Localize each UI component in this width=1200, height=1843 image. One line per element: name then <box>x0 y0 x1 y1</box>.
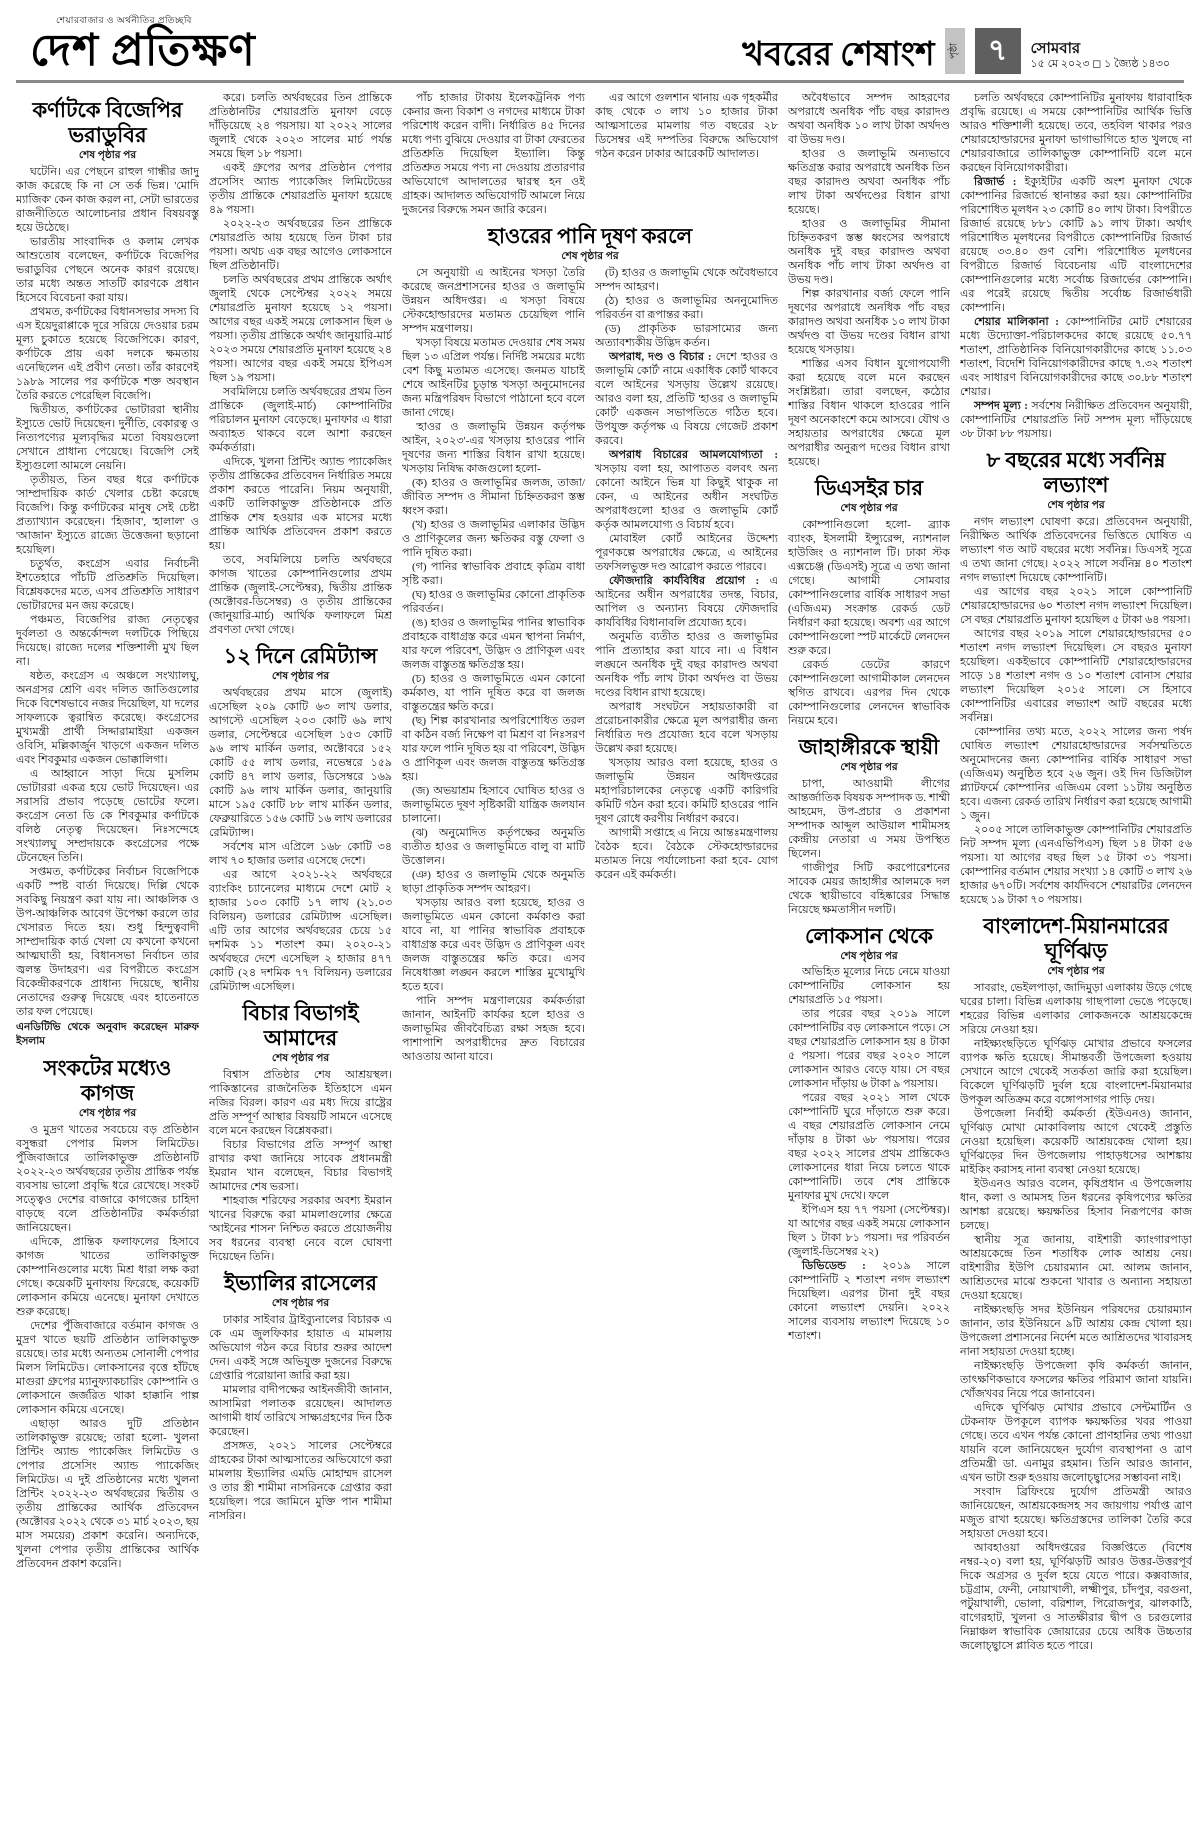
article-paragraph: চলতি অর্থবছরে কোম্পানিটির মুনাফায় ধারাবাহিক প্রবৃদ্ধি রয়েছে। এ সময়ে কোম্পানিটির আর্থিক ভিত্তি আরও শক্তিশালী হয়েছে। তবে, তহবিল থাকার পরও শেয়ারহোল্ডারদের মুনাফা ভাগাভাগিতে হাত খুলছে না শেয়ারবাজারে তালিকাভুক্ত কোম্পানিটি বলে মনে করছেন বিনিয়োগকারীরা। <box>960 92 1192 174</box>
continued-from-last-page-label: শেষ পৃষ্ঠার পর <box>1047 500 1105 512</box>
article-paragraph: রিজার্ভ : ইক্যুইটির একটি অংশ মুনাফা থেকে কোম্পানির রিজার্ভে স্থানান্তর করা হয়। কোম্পানিটির পরিশোধিত মূলধন ২৩ কোটি ৪০ লাখ টাকা। বিপরীতে রিজার্ভ রয়েছে ৮৮১ কোটি ৯১ লাখ টাকা। অর্থাৎ পরিশোধিত মূলধনের বিপরীতে কোম্পানিটির রিজার্ভ রয়েছে ৩৩.৪০ গুণ বেশি। পরিশোধিত মূলধনের বিপরীতে রিজার্ভ বিবেচনায় এটি বাংলাদেশের কোম্পানিগুলোর মধ্যে সর্বোচ্চ রিজার্ভের কোম্পানি। এর পরেই রয়েছে দ্বিতীয় সর্বোচ্চ রিজার্ভধারী কোম্পানি। <box>960 176 1192 314</box>
page-number: ৭ <box>975 28 1021 74</box>
continued-from-last-page-label: শেষ পৃষ্ঠার পর <box>840 950 898 962</box>
day-label: সোমবার <box>1030 40 1081 57</box>
article-paragraph: পরের বছর ২০২১ সাল থেকে কোম্পানিটি ঘুরে দাঁড়াতে শুরু করে। এ বছর শেয়ারপ্রতি লোকসান নেমে দাঁড়ায় ৪ টাকা ৬৮ পয়সায়। পরের বছর ২০২২ সালের প্রথম প্রান্তিকেও লোকসানের ধারা নিয়ে চলতে থাকে কোম্পানিটি। তবে শেষ প্রান্তিকে মুনাফার মুখ দেখে। ফলে <box>788 1092 950 1203</box>
article-paragraph: করে। চলতি অর্থবছরের তিন প্রান্তিকে প্রতিষ্ঠানটির শেয়ারপ্রতি মুনাফা বেড়ে দাঁড়িয়েছে ২৪ পয়সায়। যা ২০২২ সালের জুলাই থেকে ২০২৩ সালের মার্চ পর্যন্ত সময়ে ছিল ১৮ পয়সা। <box>209 92 392 160</box>
bold-lead-in: শেয়ার মালিকানা : <box>974 316 1059 328</box>
article-paragraph: বিশ্বাস প্রতিষ্ঠার শেষ আশ্রয়স্থল। পাকিস্তানের রাজনৈতিক ইতিহাসে এমন নজির বিরল। কারণ এর মধ্য দিয়ে রাষ্ট্রের প্রতি সম্পূর্ণ আস্থার বিষয়টি সামনে এসেছে বলে মনে করছেন বিশ্লেষকরা। <box>209 1068 392 1137</box>
wide-body-right <box>595 266 778 1819</box>
article-paragraph: দ্বিতীয়ত, কর্ণাটকের ভোটাররা স্থানীয় ইস্যুতে ভোট দিয়েছেন। দুর্নীতি, বেকারত্ব ও নিত্যপণ্যের মূল্যবৃদ্ধির মতো বিষয়গুলো সেখানে প্রাধান্য পেয়েছে। বিজেপি সেই ইস্যুগুলো আমলে নেয়নি। <box>16 404 199 473</box>
article-paragraph: তার পরের বছর ২০১৯ সালে কোম্পানিটির বড় লোকসানে পড়ে। সে বছর শেয়ারপ্রতি লোকসান হয় ৪ টাকা ৫ পয়সা। পরের বছর ২০২০ সালে লোকসান আরও বেড়ে যায়। সে বছর লোকসান দাঁড়ায় ৬ টাকা ৯ পয়সায়। <box>788 1008 950 1091</box>
article-paragraph: (ক) হাওর ও জলাভূমির জলজ, তাজা/জীবিত সম্পদ ও সীমানা চিহ্নিতকরণ স্তম্ভ ধ্বংস করা। <box>402 476 585 517</box>
page-header <box>0 0 1200 78</box>
article-paragraph: শাহবাজ শরিফের সরকার অবশ্য ইমরান খানের বিরুদ্ধে করা মামলাগুলোর ক্ষেত্রে 'আইনের শাসন' নিশ্চিত করতে প্রয়োজনীয় সব ধরনের ব্যবস্থা নেবে বলে ঘোষণা দিয়েছেন তিনি। <box>209 1194 392 1263</box>
article-paragraph: ফৌজদারি কার্যবিধির প্রয়োগ : এ আইনের অধীন অপরাধের তদন্ত, বিচার, আপিল ও অন্যান্য বিষয়ে ফৌজদারি কার্যবিধির বিধানাবলি প্রযোজ্য হবে। <box>595 574 778 629</box>
article-paragraph: (চ) হাওর ও জলাভূমিতে এমন কোনো কর্মকাণ্ড, যা পানি দূষিত করে বা জলজ বাস্তুতন্ত্রের ক্ষতি করে। <box>402 672 585 713</box>
article-paragraph: এর আগে গুলশান থানায় এক গৃহকর্মীর কাছ থেকে ৩ লাখ ১০ হাজার টাকা আত্মসাতের মামলায় গত বছরের ২৮ ডিসেম্বর এই দম্পতির বিরুদ্ধে অভিযোগ গঠন করেন ঢাকার আরেকটি আদালত। <box>595 92 778 160</box>
article-paragraph: কোম্পানির তথ্য মতে, ২০২২ সালের জন্য পর্ষদ ঘোষিত লভ্যাংশ শেয়ারহোল্ডারদের সর্বসম্মতিতে অনুমোদনের জন্য কোম্পানির বার্ষিক সাধারণ সভা (এজিএম) অনুষ্ঠিত হবে ২৬ জুন। ওই দিন ডিজিটাল প্ল্যাটফর্মে কোম্পানির এজিএম বেলা ১১টায় অনুষ্ঠিত হবে। এজন্য রেকর্ড তারিখ নির্ধারণ করা হয়েছে আগামী ১ জুন। <box>960 726 1192 823</box>
article-paragraph: শাস্তির এসব বিধান যুগোপযোগী করা হয়েছে বলে মনে করছেন সংশ্লিষ্টরা। তারা বলছেন, কঠোর শাস্তির বিধান থাকলে হাওরের পানি দূষণ অনেকাংশে কমে আসবে। যৌথ ও সহায়তার অপরাধের ক্ষেত্রে মূল অপরাধীর অনুরূপ দণ্ডের বিধান রাখা হয়েছে। <box>788 358 950 468</box>
article-paragraph: ইউএনও আরও বলেন, কৃষিপ্রধান এ উপজেলায় ধান, কলা ও আমসহ তিন ধরনের কৃষিপণ্যের ক্ষতির আশঙ্কা রয়েছে। ক্ষয়ক্ষতির হিসাব নিরূপণের কাজ চলছে। <box>960 1178 1192 1233</box>
article-paragraph: নাইক্ষ্যংছড়িতে ঘূর্ণিঝড় মোখার প্রভাবে ফসলের ব্যাপক ক্ষতি হয়েছে। সীমান্তবর্তী উপজেলা হওয়ায় সেখানে আগে থেকেই সতর্কতা জারি করা হয়েছিল। বিকেলে ঘূর্ণিঝড়টি দুর্বল হয়ে বাংলাদেশ-মিয়ানমার উপকূল অতিক্রম করে বঙ্গোপসাগর পাড়ি দেয়। <box>960 1038 1192 1107</box>
article-headline: বিচার বিভাগই আমাদের <box>242 1000 359 1051</box>
article-headline: সংকটের মধ্যেও কাগজ <box>43 1056 172 1106</box>
masthead-title: দেশ প্রতিক্ষণ <box>30 25 256 75</box>
article-paragraph: চাপা, আওয়ামী লীগের আন্তর্জাতিক বিষয়ক সম্পাদক ড. শাম্মী আহমেদ, উপ-প্রচার ও প্রকাশনা সম্পাদক আব্দুল আউয়াল শামীমসহ কেন্দ্রীয় নেতারা এ সময় উপস্থিত ছিলেন। <box>788 777 950 860</box>
article-paragraph: মোবাইল কোর্ট আইনের উদ্দেশ্য পূরণকল্পে অপরাধের ক্ষেত্রে, এ আইনের তফসিলভুক্ত দণ্ড আরোপ করতে পারবে। <box>595 532 778 573</box>
article-paragraph: খসড়ায় আরও বলা হয়েছে, হাওর ও জলাভূমি উন্নয়ন অধিদপ্তরের মহাপরিচালকের নেতৃত্বে একটি কারিগরি কমিটি গঠন করা হবে। কমিটি হাওরের পানি দূষণ রোধে করণীয় নির্ধারণ করবে। <box>595 756 778 825</box>
article-paragraph: নাইক্ষ্যংছড়ি সদর ইউনিয়ন পরিষদের চেয়ারম্যান জানান, তার ইউনিয়নে ৯টি আশ্রয় কেন্দ্র খোলা হয়। উপজেলা প্রশাসনের নির্দেশ মতে আশ্রিতদের খাবারসহ নানা সহায়তা দেওয়া হচ্ছে। <box>960 1304 1192 1359</box>
wide-top-left <box>402 91 585 217</box>
article-paragraph: গাজীপুর সিটি করপোরেশনের সাবেক মেয়র জাহাঙ্গীর আলমকে দল থেকে স্থায়ীভাবে বহিষ্কারের সিদ্ধান্ত নিয়েছে ক্ষমতাসীন দলটি। <box>788 861 950 916</box>
article-paragraph: পানি সম্পদ মন্ত্রণালয়ের কর্মকর্তারা জানান, আইনটি কার্যকর হলে হাওর ও জলাভূমির জীববৈচিত্র্য রক্ষা সহজ হবে। পাশাপাশি অপরাধীদের দ্রুত বিচারের আওতায় আনা যাবে। <box>402 994 585 1063</box>
article-paragraph: হাওর ও জলাভূমি অন্যভাবে ক্ষতিগ্রস্ত করার অপরাধে অনধিক তিন বছর কারাদণ্ড অথবা অনধিক পাঁচ লাখ টাকা অর্থদণ্ডের বিধান রাখা হয়েছে। <box>788 148 950 216</box>
article-paragraph: উপজেলা নির্বাহী কর্মকর্তা (ইউএনও) জানান, ঘূর্ণিঝড় মোখা মোকাবিলায় আগে থেকেই প্রস্তুতি নেওয়া হয়েছিল। কয়েকটি আশ্রয়কেন্দ্র খোলা হয়। ঘূর্ণিঝড়ের দিন উপজেলায় পাহাড়ধসের আশঙ্কায় মাইকিং করাসহ নানা ব্যবস্থা নেওয়া হয়েছে। <box>960 1108 1192 1177</box>
article-headline: ৮ বছরের মধ্যে সর্বনিম্ন লভ্যাংশ <box>986 448 1166 498</box>
article-paragraph: (জ) অভয়াশ্রম হিসাবে ঘোষিত হাওর ও জলাভূমিতে দূষণ সৃষ্টিকারী যান্ত্রিক জলযান চালানো। <box>402 784 585 825</box>
bold-lead-in: সম্পদ মূল্য : <box>974 400 1028 412</box>
article-paragraph: নগদ লভ্যাংশ ঘোষণা করে। প্রতিবেদন অনুযায়ী, নিরীক্ষিত আর্থিক প্রতিবেদনের ভিত্তিতে ঘোষিত এ লভ্যাংশ গত আট বছরের মধ্যে সর্বনিম্ন। ডিএসই সূত্রে এ তথ্য জানা গেছে। ২০২২ সালে সর্বনিম্ন ৪০ শতাংশ নগদ লভ্যাংশ দিয়েছে কোম্পানিটি। <box>960 516 1192 585</box>
continued-from-last-page-label: শেষ পৃষ্ঠার পর <box>78 150 137 162</box>
article-paragraph: এছাড়া আরও দুটি প্রতিষ্ঠান তালিকাভুক্ত রয়েছে; তারা হলো- খুলনা প্রিন্টিং অ্যান্ড প্যাকেজিং লিমিটেড ও পেপার প্রসেসিং অ্যান্ড প্যাকেজিং লিমিটেড। এ দুই প্রতিষ্ঠানের মধ্যে খুলনা প্রিন্টিং ২০২২-২৩ অর্থবছরের দ্বিতীয় ও তৃতীয় প্রান্তিকের আর্থিক প্রতিবেদন (অক্টোবর ২০২২ থেকে ৩১ মার্চ ২০২৩, ছয় মাস সময়ের) প্রকাশ করেনি। অন্যদিকে, খুলনা পেপার তৃতীয় প্রান্তিকের আর্থিক প্রতিবেদন প্রকাশ করেনি। <box>16 1418 199 1571</box>
wide-body-left <box>402 266 585 1819</box>
article-headline: কর্ণাটকে বিজেপির ভরাডুবির <box>32 98 183 148</box>
article-paragraph: শিল্প কারখানার বর্জ্য ফেলে পানি দূষণের অপরাধে অনধিক পাঁচ বছর কারাদণ্ড অথবা অনধিক ১০ লাখ টাকা অর্থদণ্ড বা উভয় দণ্ডের বিধান রাখা হয়েছে খসড়ায়। <box>788 288 950 356</box>
article-paragraph: প্রসঙ্গত, ২০২১ সালের সেপ্টেম্বরে গ্রাহকের টাকা আত্মসাতের অভিযোগে করা মামলায় ইভ্যালির এমডি মোহাম্মদ রাসেল ও তার স্ত্রী শামীমা নাসরিনকে গ্রেপ্তার করা হয়েছিল। পরে জামিনে মুক্তি পান শামীমা নাসরিন। <box>209 1439 392 1522</box>
article-paragraph: (ঠ) হাওর ও জলাভূমির অননুমোদিত পরিবর্তন বা রূপান্তর করা। <box>595 294 778 321</box>
article-paragraph: অনুমতি ব্যতীত হাওর ও জলাভূমির পানি প্রত্যাহার করা যাবে না। এ বিধান লঙ্ঘনে অনধিক দুই বছর কারাদণ্ড অথবা অনধিক পাঁচ লাখ টাকা অর্থদণ্ড বা উভয় দণ্ডের বিধান রাখা হয়েছে। <box>595 630 778 699</box>
article-paragraph: হাওর ও জলাভূমির সীমানা চিহ্নিতকরণ স্তম্ভ ধ্বংসের অপরাধে অনধিক দুই বছর কারাদণ্ড অথবা অনধিক পাঁচ লাখ টাকা অর্থদণ্ড বা উভয় দণ্ড। <box>788 218 950 286</box>
article-paragraph: পঞ্চমত, বিজেপির রাজ্য নেতৃত্বের দুর্বলতা ও অন্তর্কোন্দল দলটিকে পিছিয়ে দিয়েছে। রাজ্যে দলের শক্তিশালী মুখ ছিল না। <box>16 614 199 669</box>
article-paragraph: ২০২২-২৩ অর্থবছরের তিন প্রান্তিকে শেয়ারপ্রতি আয় হয়েছে তিন টাকা চার পয়সা। অথচ এক বছর আগেও লোকসানে ছিল প্রতিষ্ঠানটি। <box>209 218 392 272</box>
article-paragraph: কোম্পানিগুলো হলো- ব্র্যাক ব্যাংক, ইসলামী ইন্স্যুরেন্স, ন্যাশনাল হাউজিং ও ন্যাশনাল টি। ঢাকা স্টক এক্সচেঞ্জ (ডিএসই) সূত্রে এ তথ্য জানা গেছে। আগামী সোমবার কোম্পানিগুলোর বার্ষিক সাধারণ সভা (এজিএম) সংক্রান্ত রেকর্ড ডেট নির্ধারণ করা হয়েছে। অবশ্য এর আগে কোম্পানিগুলো স্পট মার্কেটে লেনদেন শুরু করে। <box>788 518 950 657</box>
article-paragraph: সবমিলিয়ে চলতি অর্থবছরের প্রথম তিন প্রান্তিকে (জুলাই-মার্চ) কোম্পানিটির পরিচালন মুনাফা বেড়েছে। মুনাফার এ ধারা অব্যাহত থাকবে বলে আশা করছেন কর্মকর্তারা। <box>209 386 392 454</box>
article-paragraph: অপরাধ সংঘটনে সহায়তাকারী বা প্ররোচনাকারীর ক্ষেত্রে মূল অপরাধীর জন্য নির্ধারিত দণ্ড প্রযোজ্য হবে বলে খসড়ায় উল্লেখ করা হয়েছে। <box>595 700 778 755</box>
section-title: খবরের শেষাংশ <box>742 37 935 73</box>
article-paragraph: একই গ্রুপের অপর প্রতিষ্ঠান পেপার প্রসেসিং অ্যান্ড প্যাকেজিং লিমিটেডের তৃতীয় প্রান্তিকে শেয়ারপ্রতি মুনাফা হয়েছে ৪৯ পয়সা। <box>209 162 392 216</box>
article-paragraph: ঢাকার সাইবার ট্রাইব্যুনালের বিচারক এ কে এম জুলফিকার হায়াত এ মামলায় অভিযোগ গঠন করে বিচার শুরুর আদেশ দেন। একই সঙ্গে অভিযুক্ত দুজনের বিরুদ্ধে গ্রেপ্তারি পরোয়ানা জারি করা হয়। <box>209 1313 392 1382</box>
article-paragraph: চতুর্থত, কংগ্রেস এবার নির্বাচনী ইশতেহারে পাঁচটি প্রতিশ্রুতি দিয়েছিল। বিশ্লেষকদের মতে, এসব প্রতিশ্রুতি সাধারণ ভোটারদের মন জয় করেছে। <box>16 558 199 613</box>
bold-lead-in: ফৌজদারি কার্যবিধির প্রয়োগ : <box>609 574 760 587</box>
continued-from-last-page-label: শেষ পৃষ্ঠার পর <box>271 1298 330 1310</box>
continued-from-last-page-label: শেষ পৃষ্ঠার পর <box>78 1108 137 1120</box>
article-paragraph: ইপিএস হয় ৭৭ পয়সা (সেপ্টেম্বর)। যা আগের বছর একই সময়ে লোকসান ছিল ১ টাকা ৮১ পয়সা। দর পরিবর্তন (জুলাই-ডিসেম্বর ২২) <box>788 1204 950 1259</box>
article-paragraph: আগের বছর ২০১৯ সালে শেয়ারহোল্ডারদের ৫০ শতাংশ নগদ লভ্যাংশ দিয়েছিল। সে বছরও মুনাফা হয়েছিল। একইভাবে কোম্পানিটি শেয়ারহোল্ডারদের সাড়ে ১৪ শতাংশ নগদ ও ১০ শতাংশ বোনাস শেয়ার লভ্যাংশ দিয়েছিল ২০১৫ সালে। সে হিসাবে কোম্পানিটির এবারের লভ্যাংশ আট বছরের মধ্যে সর্বনিম্ন। <box>960 628 1192 725</box>
article-paragraph: তৃতীয়ত, তিন বছর ধরে কর্ণাটকে 'সাম্প্রদায়িক কার্ড' খেলার চেষ্টা করেছে বিজেপি। কিন্তু কর্ণাটকের মানুষ সেই চেষ্টা প্রত্যাখ্যান করেছেন। 'হিজাব', 'হালাল' ও 'আজান' ইস্যুতে রাজ্যে উত্তেজনা ছড়ানো হয়েছিল। <box>16 474 199 557</box>
article-paragraph: (ছ) শিল্প কারখানার অপরিশোধিত তরল বা কঠিন বর্জ্য নিক্ষেপ বা মিশ্রণ বা নিঃসরণ যার ফলে পানি দূষিত হয় বা পরিবেশ, উদ্ভিদ ও প্রাণিকূল এবং জলজ বাস্তুতন্ত্র ক্ষতিগ্রস্ত হয়। <box>402 714 585 783</box>
article-paragraph: ভারতীয় সাংবাদিক ও কলাম লেখক আশুতোষ বলেছেন, কর্ণাটকে বিজেপির ভরাডুবির পেছনে অনেক কারণ রয়েছে। তার মধ্যে অন্তত সাতটি কারণকে প্রধান হিসেবে বিবেচনা করা যায়। <box>16 236 199 305</box>
article-paragraph: ঘটেনি। এর পেছনে রাহুল গান্ধীর জাদু কাজ করেছে কি না সে তর্ক ভিন্ন। 'মোদি ম্যাজিক' কেন কাজ করল না, সেটা ভারতের রাজনীতিতে আলোচনার প্রধান বিষয়বস্তু হয়ে উঠেছে। <box>16 166 199 235</box>
article-paragraph: স্থানীয় সূত্র জানায়, বাইশারী ক্যাংগারপাড়া আশ্রয়কেন্দ্রে তিন শতাধিক লোক আশ্রয় নেয়। বাইশারীর ইউপি চেয়ারম্যান মো. আলম জানান, আশ্রিতদের মাঝে শুকনো খাবার ও অন্যান্য সহায়তা দেওয়া হয়েছে। <box>960 1234 1192 1303</box>
article-paragraph: (গ) পানির স্বাভাবিক প্রবাহে কৃত্রিম বাধা সৃষ্টি করা। <box>402 560 585 587</box>
bold-lead-in: অপরাধ, দণ্ড ও বিচার : <box>609 350 712 363</box>
article-paragraph: ষষ্ঠত, কংগ্রেস এ অঞ্চলে সংখ্যালঘু, অনগ্রসর শ্রেণি এবং দলিত জাতিগুলোর দিকে বিশেষভাবে নজর দিয়েছিল, যা দলের সাফল্যকে ত্বরান্বিত করেছে। কংগ্রেসের মুখ্যমন্ত্রী প্রার্থী সিদ্দারামাইয়া একজন ওবিসি, মল্লিকার্জুন খাড়গে একজন দলিত এবং শিবকুমার একজন ভোক্কালিগা। <box>16 670 199 767</box>
header-right <box>742 28 1170 74</box>
article-paragraph: এর আগে ২০২১-২২ অর্থবছরে ব্যাংকিং চ্যানেলের মাধ্যমে দেশে মোট ২ হাজার ১০৩ কোটি ১৭ লাখ (২১.০৩ বিলিয়ন) ডলারের রেমিট্যান্স এসেছিল। এটি তার আগের অর্থবছরের চেয়ে ১৫ দশমিক ১১ শতাংশ কম। ২০২০-২১ অর্থবছরে দেশে এসেছিল ২ হাজার ৪৭৭ কোটি (২৪ দশমিক ৭৭ বিলিয়ন) ডলারের রেমিট্যান্স এসেছিল। <box>209 868 392 993</box>
article-paragraph: (ট) হাওর ও জলাভূমি থেকে অবৈধভাবে সম্পদ আহরণ। <box>595 266 778 293</box>
article-paragraph: খসড়ায় আরও বলা হয়েছে, হাওর ও জলাভূমিতে এমন কোনো কর্মকাণ্ড করা যাবে না, যা পানির স্বাভাবিক প্রবাহকে বাধাগ্রস্ত করে এবং উদ্ভিদ ও প্রাণিকূল এবং জলজ বাস্তুতন্ত্রের ক্ষতি করে। এসব নিষেধাজ্ঞা লঙ্ঘন করলে শাস্তির মুখোমুখি হতে হবে। <box>402 896 585 993</box>
article-headline: ইভ্যালির রাসেলের <box>224 1270 377 1295</box>
article-paragraph: প্রথমত, কর্ণাটকের বিধানসভার সদস্য বি এস ইয়েদুরাপ্পাকে দূরে সরিয়ে দেওয়ার চরম মূল্য চুকাতে হয়েছে বিজেপিকে। কারণ, কর্ণাটকে প্রায় একা দলকে ক্ষমতায় এনেছিলেন এই প্রবীণ নেতা। তাঁর কারণেই ১৯৮৯ সালের পর কর্ণাটকে শক্ত অবস্থান তৈরি করতে পেরেছিল বিজেপি। <box>16 306 199 403</box>
article-credit: এনডিটিভি থেকে অনুবাদ করেছেন মারুফ ইসলাম <box>16 1022 199 1048</box>
page-label-box: পৃষ্ঠা <box>945 28 965 74</box>
masthead-tagline: শেয়ারবাজার ও অর্থনীতির প্রতিচ্ছবি <box>56 14 192 25</box>
article-paragraph: খসড়া বিষয়ে মতামত দেওয়ার শেষ সময় ছিল ১৩ এপ্রিল পর্যন্ত। নির্দিষ্ট সময়ের মধ্যে বেশ কিছু মতামত এসেছে। জনমত যাচাই শেষে আইনটির চূড়ান্ত খসড়া অনুমোদনের জন্য মন্ত্রিপরিষদ বিভাগে পাঠানো হবে বলে জানা গেছে। <box>402 336 585 419</box>
article-paragraph: (ড) প্রাকৃতিক ভারসাম্যের জন্য অত্যাবশ্যকীয় উদ্ভিদ কর্তন। <box>595 322 778 349</box>
columns-container <box>0 83 1200 1819</box>
article-paragraph: (খ) হাওর ও জলাভূমির এলাকার উদ্ভিদ ও প্রাণিকূলের জন্য ক্ষতিকর বস্তু ফেলা ও পানি দূষিত করা। <box>402 518 585 559</box>
bold-lead-in: ডিভিডেন্ড : <box>802 1260 866 1273</box>
continued-from-last-page-label: শেষ পৃষ্ঠার পর <box>1047 966 1105 978</box>
news-column-1 <box>16 91 199 1819</box>
article-paragraph: সম্পদ মূল্য : সর্বশেষ নিরীক্ষিত প্রতিবেদন অনুযায়ী, কোম্পানিটির শেয়ারপ্রতি নিট সম্পদ মূল্য দাঁড়িয়েছে ৩৮ টাকা ৮৮ পয়সায়। <box>960 400 1192 440</box>
article-headline: লোকসান থেকে <box>805 923 933 948</box>
article-paragraph: সপ্তমত, কর্ণাটকের নির্বাচন বিজেপিকে একটি স্পষ্ট বার্তা দিয়েছে। দিল্লি থেকে সবকিছু নিয়ন্ত্রণ করা যায় না। আঞ্চলিক ও উপ-আঞ্চলিক আবেগ উপেক্ষা করলে তার খেসারত দিতে হয়। শুধু হিন্দুত্ববাদী সাম্প্রদায়িক কার্ড খেলা যে কখনো কখনো আত্মঘাতী হয়, বিধানসভা নির্বাচন তার জ্বলন্ত উদাহরণ। এর বিপরীতে কংগ্রেস বিকেন্দ্রীকরণকে প্রাধান্য দিয়েছে, স্থানীয় নেতাদের গুরুত্ব দিয়েছে এবং হাতেনাতে তার ফল পেয়েছে। <box>16 866 199 1019</box>
news-column-3 <box>402 91 778 1819</box>
article-paragraph: এদিকে ঘূর্ণিঝড় মোখার প্রভাবে সেন্টমার্টিন ও টেকনাফ উপকূলে ব্যাপক ক্ষয়ক্ষতির খবর পাওয়া গেছে। তবে এখন পর্যন্ত কোনো প্রাণহানির তথ্য পাওয়া যায়নি বলে জানিয়েছেন দুর্যোগ ব্যবস্থাপনা ও ত্রাণ প্রতিমন্ত্রী ডা. এনামুর রহমান। তিনি আরও জানান, এখন ভাটা শুরু হওয়ায় জলোচ্ছ্বাসের সম্ভাবনা নাই। <box>960 1402 1192 1485</box>
article-paragraph: মামলার বাদীপক্ষের আইনজীবী জানান, আসামিরা পলাতক রয়েছেন। আদালত আগামী ধার্য তারিখে সাক্ষ্যগ্রহণের দিন ঠিক করেছেন। <box>209 1383 392 1438</box>
article-paragraph: এদিকে, খুলনা প্রিন্টিং অ্যান্ড প্যাকেজিং তৃতীয় প্রান্তিকের প্রতিবেদন নির্ধারিত সময়ে প্রকাশ করতে পারেনি। নিয়ম অনুযায়ী, একটি তালিকাভুক্ত প্রতিষ্ঠানকে প্রতি প্রান্তিক শেষ হওয়ার এক মাসের মধ্যে প্রান্তিক আর্থিক প্রতিবেদন প্রকাশ করতে হয়। <box>209 456 392 552</box>
news-column-5 <box>960 91 1192 1819</box>
date-line: ১৫ মে ২০২৩ ◻ ১ জ্যৈষ্ঠ ১৪৩০ <box>1030 58 1170 71</box>
article-paragraph: ডিভিডেন্ড : ২০১৯ সালে কোম্পানিটি ২ শতাংশ নগদ লভ্যাংশ দিয়েছিল। এরপর টানা দুই বছর কোনো লভ্যাংশ দেয়নি। ২০২২ সালের ব্যবসায় লভ্যাংশ দিয়েছে ১০ শতাংশ। <box>788 1260 950 1343</box>
article-paragraph: (ঙ) হাওর ও জলাভূমির পানির স্বাভাবিক প্রবাহকে বাধাগ্রস্ত করে এমন স্থাপনা নির্মাণ, যার ফলে পরিবেশ, উদ্ভিদ ও প্রাণিকূল এবং জলজ বাস্তুতন্ত্র ক্ষতিগ্রস্ত হয়। <box>402 616 585 671</box>
article-paragraph: অপরাধ বিচারের আমলযোগ্যতা : খসড়ায় বলা হয়, আপাতত বলবৎ অন্য কোনো আইনে ভিন্ন যা কিছুই থাকুক না কেন, এ আইনের অধীন সংঘটিত অপরাধগুলো হাওর ও জলাভূমি কোর্ট কর্তৃক আমলযোগ্য ও বিচার্য হবে। <box>595 448 778 531</box>
article-paragraph: অপরাধ, দণ্ড ও বিচার : দেশে 'হাওর ও জলাভূমি কোর্ট' নামে একাধিক কোর্ট থাকবে বলে আইনের খসড়ায় উল্লেখ রয়েছে। আরও বলা হয়, প্রতিটি 'হাওর ও জলাভূমি কোর্ট' একজন সভাপতিতে গঠিত হবে। উপযুক্ত কর্তৃপক্ষ এ বিষয়ে গেজেট প্রকাশ করবে। <box>595 350 778 447</box>
article-headline: ডিএসইর চার <box>814 476 923 500</box>
article-paragraph: সে অনুযায়ী এ আইনের খসড়া তৈরি করেছে জনপ্রশাসনের হাওর ও জলাভূমি উন্নয়ন অধিদপ্তর। এ খসড়া বিষয়ে স্টেকহোল্ডারদের মতামত চেয়েছিল পানি সম্পদ মন্ত্রণালয়। <box>402 266 585 335</box>
bold-lead-in: রিজার্ভ : <box>974 176 1017 188</box>
article-headline: ১২ দিনে রেমিট্যান্স <box>223 644 378 668</box>
article-paragraph: অভিহিত মূল্যের নিচে নেমে যাওয়া কোম্পানিটির লোকসান হয় শেয়ারপ্রতি ১৫ পয়সা। <box>788 966 950 1007</box>
article-paragraph: তবে, সবমিলিয়ে চলতি অর্থবছরে কাগজ খাতের কোম্পানিগুলোর প্রথম প্রান্তিক (জুলাই-সেপ্টেম্বর), দ্বিতীয় প্রান্তিক (অক্টোবর-ডিসেম্বর) ও তৃতীয় প্রান্তিকের (জানুয়ারি-মার্চ) আর্থিক ফলাফলে মিশ্র প্রবণতা দেখা গেছে। <box>209 554 392 636</box>
continued-from-last-page-label: শেষ পৃষ্ঠার পর <box>840 503 898 515</box>
article-paragraph: পাঁচ হাজার টাকায় ইলেকট্রনিক পণ্য কেনার জন্য বিকাশ ও নগদের মাধ্যমে টাকা পরিশোধ করেন বাদী। নির্ধারিত ৪৫ দিনের মধ্যে পণ্য বুঝিয়ে দেওয়ার বা টাকা ফেরতের প্রতিশ্রুতি দিয়েছিল ইভ্যালি। কিন্তু প্রতিশ্রুত সময়ে পণ্য না দেওয়ায় প্রতারণার অভিযোগে আদালতের দ্বারস্থ হন ওই গ্রাহক। আদালত অভিযোগটি আমলে নিয়ে দুজনের বিরুদ্ধে সমন জারি করেন। <box>402 92 585 216</box>
article-paragraph: এদিকে, প্রান্তিক ফলাফলের হিসাবে কাগজ খাতের তালিকাভুক্ত কোম্পানিগুলোর মধ্যে মিশ্র ধারা লক্ষ করা গেছে। কয়েকটি মুনাফায় ফিরেছে, কয়েকটি লোকসান কমিয়ে এনেছে। মুনাফা দেখাতে শুরু করেছে। <box>16 1236 199 1319</box>
continued-from-last-page-label: শেষ পৃষ্ঠার পর <box>840 762 898 774</box>
article-paragraph: চলতি অর্থবছরের প্রথম প্রান্তিকে অর্থাৎ জুলাই থেকে সেপ্টেম্বর ২০২২ সময়ে শেয়ারপ্রতি মুনাফা হয়েছে ১২ পয়সা। আগের বছর একই সময়ে লোকসান ছিল ৬ পয়সা। তৃতীয় প্রান্তিকে অর্থাৎ জানুয়ারি-মার্চ ২০২৩ সময়ে শেয়ারপ্রতি মুনাফা হয়েছে ২৪ পয়সা। আগের বছর একই সময়ে ইপিএস ছিল ১৯ পয়সা। <box>209 274 392 384</box>
news-column-2 <box>209 91 392 1819</box>
article-headline: বাংলাদেশ-মিয়ানমারের ঘূর্ণিঝড় <box>983 914 1169 964</box>
article-paragraph: রেকর্ড ডেটের কারণে কোম্পানিগুলো আগামীকাল লেনদেন স্থগিত রাখবে। এরপর দিন থেকে কোম্পানিগুলোর লেনদেন স্বাভাবিক নিয়মে হবে। <box>788 658 950 727</box>
article-paragraph: (ঝ) অনুমোদিত কর্তৃপক্ষের অনুমতি ব্যতীত হাওর ও জলাভূমিতে বালু বা মাটি উত্তোলন। <box>402 826 585 867</box>
article-paragraph: আবহাওয়া অধিদপ্তরের বিজ্ঞপ্তিতে (বিশেষ নম্বর-২০) বলা হয়, ঘূর্ণিঝড়টি আরও উত্তর-উত্তরপূর্ব দিকে অগ্রসর ও দুর্বল হয়ে যেতে পারে। কক্সবাজার, চট্টগ্রাম, ফেনী, নোয়াখালী, লক্ষ্মীপুর, চাঁদপুর, বরগুনা, পটুয়াখালী, ভোলা, বরিশাল, পিরোজপুর, ঝালকাঠি, বাগেরহাট, খুলনা ও সাতক্ষীরার দ্বীপ ও চরগুলোর নিম্নাঞ্চল স্বাভাবিক জোয়ারের চেয়ে অধিক উচ্চতার জলোচ্ছ্বাসে প্লাবিত হতে পারে। <box>960 1542 1192 1653</box>
article-paragraph: এর আগের বছর ২০২১ সালে কোম্পানিটি শেয়ারহোল্ডারদের ৬০ শতাংশ নগদ লভ্যাংশ দিয়েছিল। সে বছর শেয়ারপ্রতি মুনাফা হয়েছিল ৫ টাকা ৬৪ পয়সা। <box>960 586 1192 627</box>
article-paragraph: 'হাওর ও জলাভূমি উন্নয়ন কর্তৃপক্ষ আইন, ২০২৩'-এর খসড়ায় হাওরের পানি দূষণের জন্য শাস্তির বিধান রাখা হয়েছে। খসড়ায় নিষিদ্ধ কাজগুলো হলো- <box>402 420 585 475</box>
bold-lead-in: অপরাধ বিচারের আমলযোগ্যতা : <box>609 448 778 461</box>
article-paragraph: বিচার বিভাগের প্রতি সম্পূর্ণ আস্থা রাখার কথা জানিয়ে সাবেক প্রধানমন্ত্রী ইমরান খান বলেছেন, বিচার বিভাগই আমাদের শেষ ভরসা। <box>209 1138 392 1193</box>
article-paragraph: আগামী সপ্তাহে এ নিয়ে আন্তঃমন্ত্রণালয় বৈঠক হবে। বৈঠকে স্টেকহোল্ডারদের মতামত নিয়ে পর্যালোচনা করা হবে- যোগ করেন এই কর্মকর্তা। <box>595 826 778 881</box>
article-paragraph: সাবরাং, ভেইলপাড়া, জাদিমুড়া এলাকায় উড়ে গেছে ঘরের চালা। বিভিন্ন এলাকায় গাছপালা ভেঙে পড়েছে। শহরের বিভিন্ন এলাকার লোকজনকে আশ্রয়কেন্দ্রে সরিয়ে নেওয়া হয়। <box>960 982 1192 1037</box>
article-paragraph: শেয়ার মালিকানা : কোম্পানিটির মোট শেয়ারের মধ্যে উদ্যোক্তা-পরিচালকদের কাছে রয়েছে ৫০.৭৭ শতাংশ, প্রাতিষ্ঠানিক বিনিয়োগকারীদের কাছে ১১.০৩ শতাংশ, বিদেশি বিনিয়োগকারীদের কাছে ৭.৩২ শতাংশ এবং সাধারণ বিনিয়োগকারীদের কাছে ৩০.৮৮ শতাংশ শেয়ার। <box>960 316 1192 398</box>
wide-block-body <box>402 266 778 1819</box>
article-paragraph: (ঘ) হাওর ও জলাভূমির কোনো প্রাকৃতিক পরিবর্তন। <box>402 588 585 615</box>
article-paragraph: ২০০৫ সালে তালিকাভুক্ত কোম্পানিটির শেয়ারপ্রতি নিট সম্পদ মূল্য (এনএভিপিএস) ছিল ১৪ টাকা ৫৬ পয়সা। যা আগের বছর ছিল ১৫ টাকা ৩১ পয়সা। কোম্পানির বর্তমান শেয়ার সংখ্যা ১৪ কোটি ৩ লাখ ২৬ হাজার ৬৭০টি। সর্বশেষ কার্যদিবসে শেয়ারটির লেনদেন হয়েছে ১৯ টাকা ৭০ পয়সায়। <box>960 824 1192 907</box>
article-paragraph: অবৈধভাবে সম্পদ আহরণের অপরাধে অনধিক পাঁচ বছর কারাদণ্ড অথবা অনধিক ১০ লাখ টাকা অর্থদণ্ড বা উভয় দণ্ড। <box>788 92 950 146</box>
continued-from-last-page-label: শেষ পৃষ্ঠার পর <box>561 251 619 263</box>
wide-block-top <box>402 91 778 217</box>
article-paragraph: সংবাদ ব্রিফিংয়ে দুর্যোগ প্রতিমন্ত্রী আরও জানিয়েছেন, আশ্রয়কেন্দ্রসহ সব জায়গায় পর্যাপ্ত ত্রাণ মজুত রাখা হয়েছে। ক্ষতিগ্রস্তদের তালিকা তৈরি করে সহায়তা দেওয়া হবে। <box>960 1486 1192 1541</box>
wide-top-right <box>595 91 778 217</box>
article-paragraph: ও মুদ্রণ খাতের সবচেয়ে বড় প্রতিষ্ঠান বসুন্ধরা পেপার মিলস লিমিটেড। পুঁজিবাজারে তালিকাভুক্ত প্রতিষ্ঠানটি ২০২২-২৩ অর্থবছরের তৃতীয় প্রান্তিক পর্যন্ত ব্যবসায় ভালো প্রবৃদ্ধি ধরে রেখেছে। সংকট সত্ত্বেও দেশের বাজারে কাগজের চাহিদা বাড়ছে বলে প্রতিষ্ঠানটির কর্মকর্তারা জানিয়েছেন। <box>16 1124 199 1235</box>
masthead <box>30 13 256 74</box>
article-headline: হাওরের পানি দূষণ করলে <box>487 224 693 248</box>
news-column-4 <box>788 91 950 1819</box>
article-headline: জাহাঙ্গীরকে স্থায়ী <box>798 734 940 759</box>
continued-from-last-page-label: শেষ পৃষ্ঠার পর <box>271 1053 330 1065</box>
article-paragraph: অর্থবছরের প্রথম মাসে (জুলাই) এসেছিল ২০৯ কোটি ৬৩ লাখ ডলার, আগস্টে এসেছিল ২০৩ কোটি ৬৯ লাখ ডলার, সেপ্টেম্বরে এসেছিল ১৫৩ কোটি ৯৬ লাখ মার্কিন ডলার, অক্টোবরে ১৫২ কোটি ৫৫ লাখ ডলার, নভেম্বরে ১৫৯ কোটি ৪৭ লাখ ডলার, ডিসেম্বরে ১৬৯ কোটি ৯৬ লাখ মার্কিন ডলার, জানুয়ারি মাসে ১৯৫ কোটি ৮৮ লাখ মার্কিন ডলার, ফেব্রুয়ারিতে ১৫৬ কোটি ১৬ লাখ ডলারের রেমিট্যান্স। <box>209 686 392 839</box>
article-paragraph: এ আহ্বানে সাড়া দিয়ে মুসলিম ভোটাররা একত্র হয়ে ভোট দিয়েছেন। এর সরাসরি প্রভাব পড়েছে ভোটের ফলে। কংগ্রেস নেতা ডি কে শিবকুমার কর্ণাটকে বলিষ্ঠ নেতৃত্ব দিয়েছেন। নিঃসন্দেহে সংখ্যালঘু সম্প্রদায়কে কংগ্রেসের পক্ষে টেনেছেন তিনি। <box>16 768 199 865</box>
continued-from-last-page-label: শেষ পৃষ্ঠার পর <box>271 671 330 683</box>
article-paragraph: দেশের পুঁজিবাজারে বর্তমান কাগজ ও মুদ্রণ খাতে ছয়টি প্রতিষ্ঠান তালিকাভুক্ত রয়েছে। তার মধ্যে অন্যতম সোনালী পেপার মিলস লিমিটেড। লোকসানের বৃত্তে হাঁটছে মাগুরা গ্রুপের ম্যানুফ্যাকচারিং কোম্পানি ও লোকসানে জর্জরিত থাকা হাক্কানি পাল্প লোকসান কমিয়ে এনেছে। <box>16 1320 199 1417</box>
date-block <box>1031 40 1170 75</box>
article-paragraph: সর্বশেষ মাস এপ্রিলে ১৬৮ কোটি ৩৪ লাখ ৭০ হাজার ডলার এসেছে দেশে। <box>209 840 392 867</box>
article-paragraph: নাইক্ষ্যংছড়ি উপজেলা কৃষি কর্মকর্তা জানান, তাৎক্ষণিকভাবে ফসলের ক্ষতির পরিমাণ জানা যায়নি। খোঁজখবর নিয়ে পরে জানাবেন। <box>960 1360 1192 1401</box>
article-paragraph: (ঞ) হাওর ও জলাভূমি থেকে অনুমতি ছাড়া প্রাকৃতিক সম্পদ আহরণ। <box>402 868 585 895</box>
